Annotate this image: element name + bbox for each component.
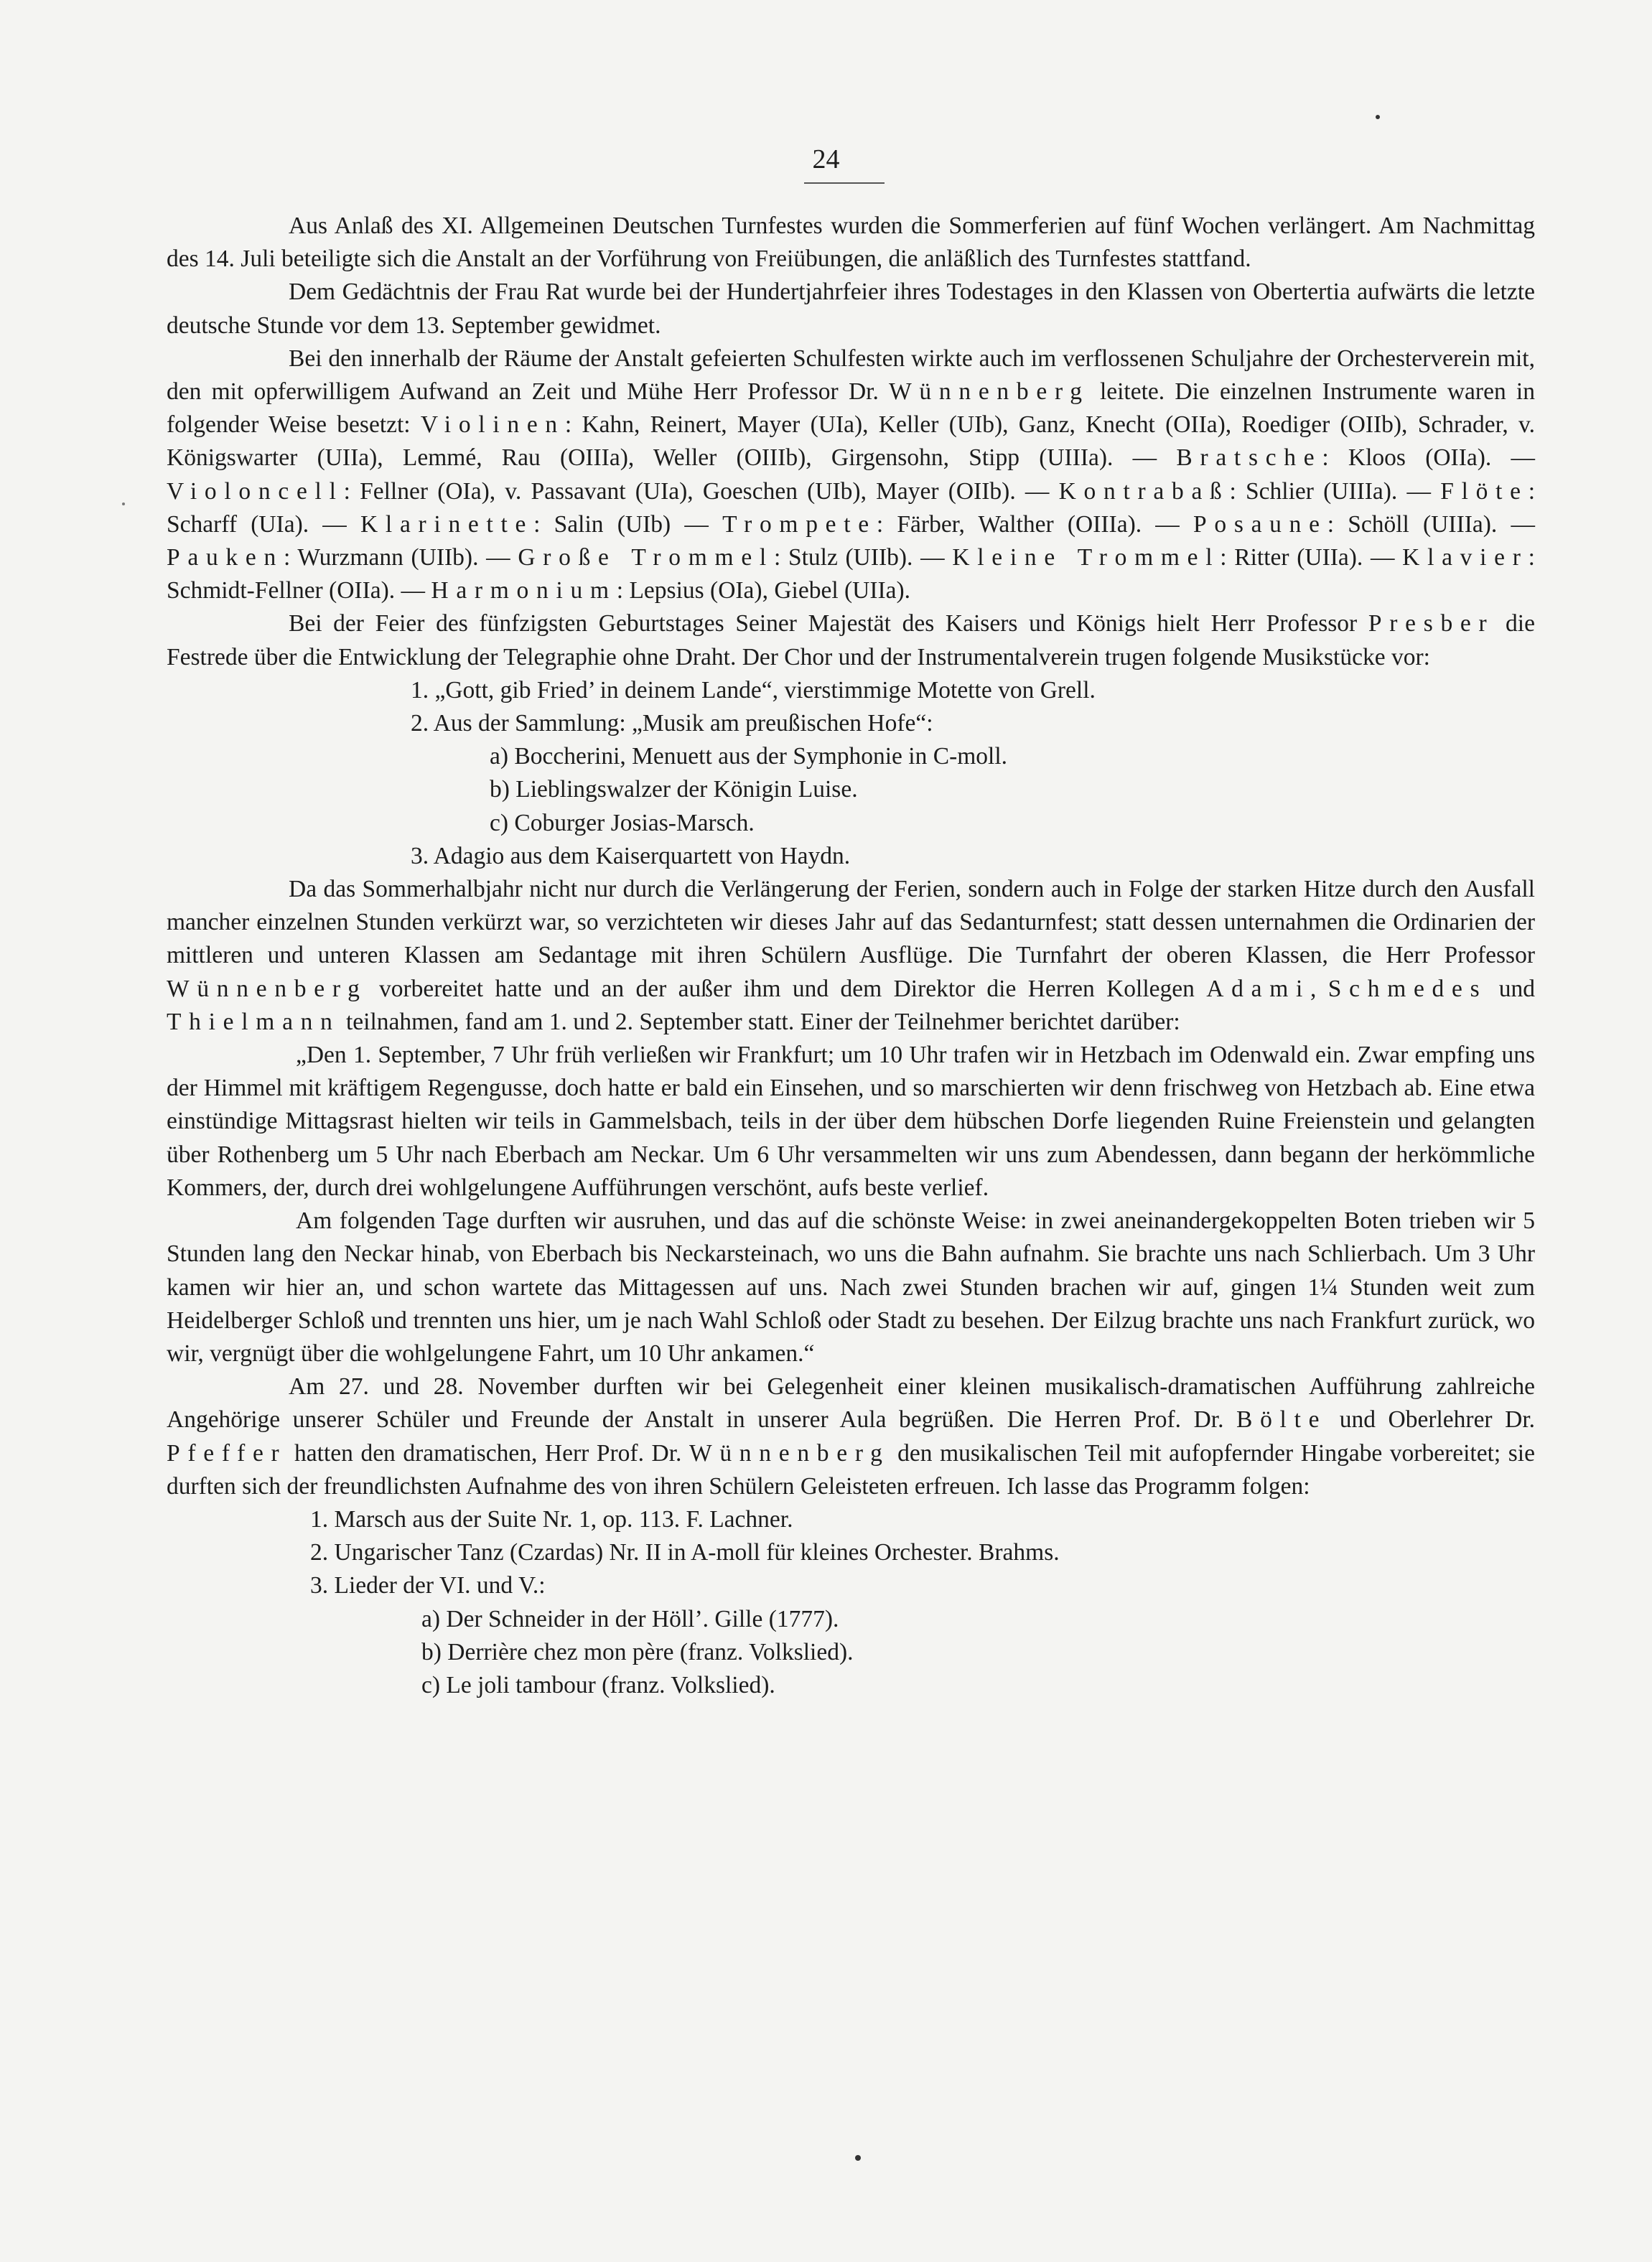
instrument-name: Trompete <box>722 510 877 538</box>
instrument-name: Flöte <box>1440 477 1529 505</box>
paragraph-november-auffuehrung <box>167 1370 1535 1503</box>
person-name: Bölte <box>1236 1406 1327 1434</box>
list-item: 3. Lieder der VI. und V.: <box>310 1572 546 1599</box>
paragraph-report-day-two: Am folgenden Tage durften wir ausruhen, und das auf die schönste Weise: in zwei aneinandergekoppelten Boten trieben wir 5 Stunden lang den Neckar hinab, von Eberbach bis Neckarsteinach, wo uns die Bahn aufnahm. Sie brachte uns nach Schlierbach. Um 3 Uhr kamen wir hier an, und schon wartete das Mittagessen auf uns. Nach zwei Stunden brachen wir auf, gingen 1¼ Stunden weit zum Heidelberger Schloß und trennten uns hier, um je nach Wahl Schloß oder Stadt zu besehen. Der Eilzug brachte uns nach Frankfurt zurück, wo wir, vergnügt über die wohlgelungene Fahrt, um 10 Uhr ankamen.“ <box>167 1207 1535 1367</box>
list-item: c) Coburger Josias-Marsch. <box>490 809 755 836</box>
text-run: teilnahmen, fand am 1. und 2. September statt. Einer der Teilnehmer berichtet darüber: <box>340 1008 1180 1035</box>
instrument-name: Kleine Trommel <box>952 544 1221 571</box>
text-run: und Oberlehrer Dr. <box>1327 1406 1535 1434</box>
instrument-name: Posaune <box>1193 510 1327 538</box>
list-item: b) Lieblingswalzer der Königin Luise. <box>490 776 858 803</box>
text-run: Die Turnfahrt der oberen Klassen, die Herr Professor <box>967 942 1535 969</box>
text-run: : Fellner (OIa), v. Passavant (UIa), Goeschen (UIb), Mayer (OIIb). — <box>343 477 1059 505</box>
list-item: a) Der Schneider in der Höll’. Gille (1777). <box>421 1605 839 1632</box>
text-run: hatten den dramatischen, Herr Prof. Dr. <box>286 1439 689 1467</box>
text-run: : Schlier (UIIIa). — <box>1229 477 1441 505</box>
list-item: 1. „Gott, gib Fried’ in deinem Lande“, vierstimmige Motette von Grell. <box>411 676 1096 704</box>
paper-speck <box>1376 115 1380 119</box>
instrument-name: Kontrabaß <box>1058 477 1230 505</box>
list-item: a) Boccherini, Menuett aus der Symphonie in C-moll. <box>490 743 1008 770</box>
text-run: vorbereitet hatte und an der außer ihm und dem Direktor die Herren Kollegen <box>367 975 1207 1002</box>
paragraph-frau-rat: Dem Gedächtnis der Frau Rat wurde bei der Hundertjahrfeier ihres Todestages in den Klassen von Obertertia aufwärts die letzte deutsche Stunde vor dem 13. September gewidmet. <box>167 279 1535 339</box>
list-item: b) Derrière chez mon père (franz. Volkslied). <box>421 1638 854 1665</box>
person-name: Presber <box>1368 610 1495 637</box>
instrument-name: Pauken <box>167 544 284 571</box>
text-run: : Kahn, Reinert, Mayer (UIa), Keller (UIb), Ganz, Knecht (OIIa), Roediger (OIIb), Schrader, v. Königswarter (UIIa), Lemmé, Rau (OIIIa), Weller (OIIIb), Girgensohn, Stipp (UIIIa). — <box>167 411 1535 472</box>
paragraph-kaisers-geburtstag <box>167 607 1535 673</box>
text-run: : Stulz (UIIb). — <box>773 544 953 571</box>
paper-speck <box>855 2155 861 2161</box>
text-run: : Salin (UIb) — <box>533 510 723 538</box>
text-run: : Lepsius (OIa), Giebel (UIIa). <box>616 577 911 604</box>
text-run: Am 27. und 28. November durften wir bei Gelegenheit einer kleinen musikalisch-dramatischen Aufführung zahlreiche Angehörige unserer Schüler und Freunde der Anstalt in unserer Aula begrüßen. Die Herren Prof. Dr. <box>167 1373 1535 1434</box>
november-program-list <box>167 1503 1535 1702</box>
kaiser-program-list <box>167 674 1535 873</box>
person-name: Thielmann <box>167 1008 340 1035</box>
paper-speck <box>122 503 125 505</box>
text-run: leitete. Die einzelnen Instrumente waren in folgender Weise besetzt: <box>167 378 1535 439</box>
text-run: : Kloos (OIIa). — <box>1322 444 1536 472</box>
page-number: 24 <box>812 144 840 174</box>
list-item: 2. Aus der Sammlung: „Musik am preußischen Hofe“: <box>411 710 933 737</box>
text-run: Bei den innerhalb der Räume der Anstalt gefeierten Schulfesten wirkte auch im verflossenen Schuljahre der Orchesterverein mit, den mit opferwilligem Aufwand an Zeit und Mühe Herr Professor Dr. <box>167 345 1535 406</box>
text-run: die Festrede über die Entwicklung der Telegraphie ohne Draht. Der Chor und der Instrumentalverein trugen folgende Musikstücke vor: <box>167 610 1535 670</box>
instrument-name: Violinen <box>420 411 565 439</box>
page-number-rule <box>804 182 885 184</box>
text-run: , <box>1310 975 1328 1002</box>
paragraph-orchesterverein <box>167 342 1535 608</box>
person-name: Pfeffer <box>167 1439 287 1467</box>
list-item: 2. Ungarischer Tanz (Czardas) Nr. II in A-moll für kleines Orchester. Brahms. <box>310 1539 1060 1566</box>
list-item: 3. Adagio aus dem Kaiserquartett von Haydn. <box>411 842 851 869</box>
text-run: : Scharff (UIa). — <box>167 477 1535 538</box>
instrument-name: Harmonium <box>431 577 617 604</box>
person-name: Wünnenberg <box>167 975 368 1002</box>
instrument-name: Klarinette <box>360 510 534 538</box>
paragraph-sommerhalbjahr <box>167 873 1535 1039</box>
person-name: Schmedes <box>1327 975 1488 1002</box>
text-run: und <box>1487 975 1535 1002</box>
person-name: Wünnenberg <box>889 378 1090 406</box>
text-run: Da das Sommerhalbjahr nicht nur durch die Verlängerung der Ferien, sondern auch in Folge der starken Hitze durch den Ausfall mancher einzelnen Stunden verkürzt war, so verzichteten wir dieses Jahr auf das Sedanturnfest; statt dessen unternahmen die Ordinarien der mittleren und unteren Klassen am Sedantage mit ihren Schülern Ausflüge. <box>167 876 1535 969</box>
text-run: : Schöll (UIIIa). — <box>1327 510 1535 538</box>
instrument-name: Violoncell <box>167 477 344 505</box>
instrument-name: Klavier <box>1402 544 1529 571</box>
person-name: Wünnenberg <box>689 1439 890 1467</box>
person-name: Adami <box>1206 975 1311 1002</box>
instrument-name: Große Trommel <box>518 544 774 571</box>
text-run: : Färber, Walther (OIIIa). — <box>876 510 1194 538</box>
text-run: : Wurzmann (UIIb). — <box>283 544 518 571</box>
instrument-name: Bratsche <box>1176 444 1322 472</box>
text-run: Bei der Feier des fünfzigsten Geburtstages Seiner Majestät des Kaisers und Königs hielt Herr Professor <box>289 610 1368 637</box>
list-item: 1. Marsch aus der Suite Nr. 1, op. 113. F. Lachner. <box>310 1505 793 1533</box>
paragraph-report-day-one: „Den 1. September, 7 Uhr früh verließen wir Frankfurt; um 10 Uhr trafen wir in Hetzbach im Odenwald ein. Zwar empfing uns der Himmel mit kräftigem Regengusse, doch hatte er bald ein Einsehen, und so marschierten wir denn frischweg von Hetzbach ab. Eine etwa einstündige Mittagsrast hielten wir teils in Gammelsbach, teils in der über dem hübschen Dorfe liegenden Ruine Freienstein und gelangten über Rothenberg um 5 Uhr nach Eberbach am Neckar. Um 6 Uhr versammelten wir uns zum Abendessen, dann begann der herkömmliche Kommers, der, durch drei wohlgelungene Aufführungen verschönt, aufs beste verlief. <box>167 1042 1535 1201</box>
text-run: : Ritter (UIIa). — <box>1220 544 1403 571</box>
body-text <box>167 210 1535 1702</box>
list-item: c) Le joli tambour (franz. Volkslied). <box>421 1671 775 1698</box>
text-run: : Schmidt-Fellner (OIIa). — <box>167 544 1535 604</box>
paragraph-turnfest: Aus Anlaß des XI. Allgemeinen Deutschen Turnfestes wurden die Sommerferien auf fünf Wochen verlängert. Am Nachmittag des 14. Juli beteiligte sich die Anstalt an der Vorführung von Freiübungen, die anläßlich des Turnfestes stattfand. <box>167 212 1535 273</box>
text-run: den musikalischen Teil mit aufopfernder Hingabe vorbereitet; sie durften sich der freundlichsten Aufnahme des von ihren Schülern Geleisteten erfreuen. Ich lasse das Programm folgen: <box>167 1439 1535 1500</box>
